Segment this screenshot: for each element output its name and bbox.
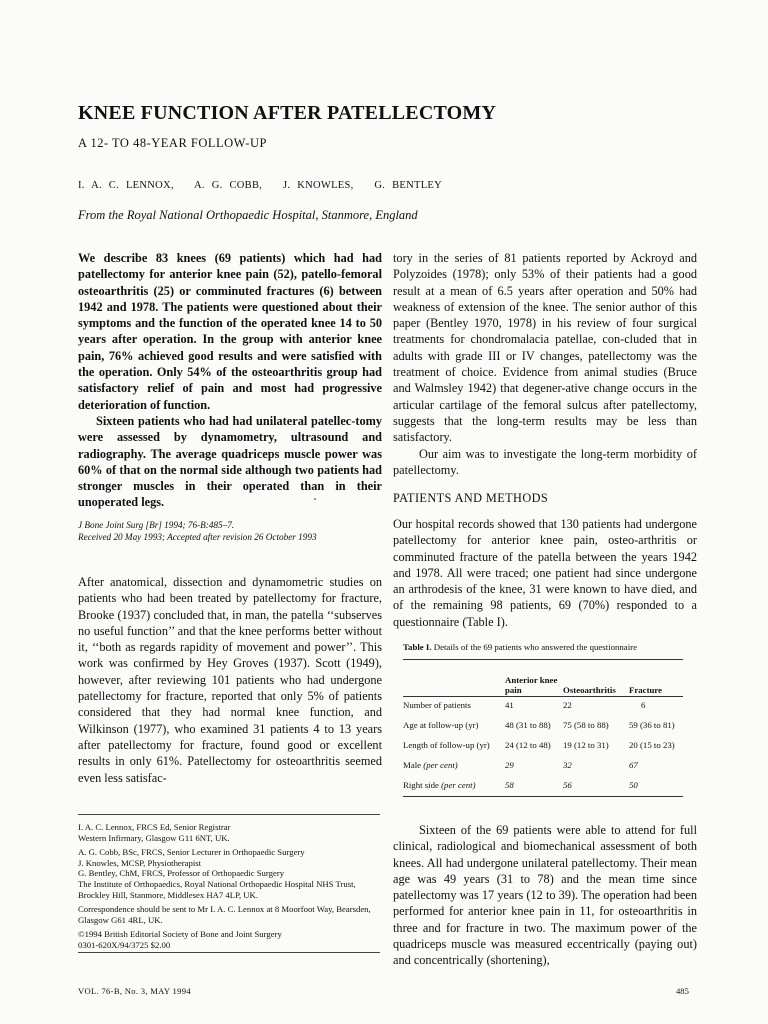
table-row-label: Male (per cent) [403, 760, 458, 770]
footnote-stanmore: A. G. Cobb, BSc, FRCS, Senior Lecturer in Orthopaedic Surgery J. Knowles, MCSP, Physiotherapist G. Bentley, ChM, FRCS, Professor of Orthopaedic Surgery The Institute of Orthopaedics, Royal National Orthopaedic Hospital NHS Trust, Brockley Hill, Stanmore, Middlesex HA7 4LP, UK. [78, 847, 356, 900]
table-cell: 41 [505, 700, 514, 710]
table-row-label: Number of patients [403, 700, 471, 710]
table-row [403, 775, 689, 795]
affiliation: From the Royal National Orthopaedic Hospital, Stanmore, England [78, 208, 418, 222]
table-rule-top [403, 659, 683, 660]
aim-paragraph: Our aim was to investigate the long-term morbidity of patellectomy. [393, 446, 697, 477]
table-rule-mid [403, 696, 683, 697]
table-row [403, 755, 689, 775]
abstract-column [78, 250, 382, 543]
details-table [403, 663, 689, 795]
received-dates: Received 20 May 1993; Accepted after revision 26 October 1993 [78, 531, 317, 542]
footnote-lennox: I. A. C. Lennox, FRCS Ed, Senior Registrar Western Infirmary, Glasgow G11 6NT, UK. [78, 822, 231, 843]
table-header-empty [403, 663, 505, 695]
journal-citation: J Bone Joint Surg [Br] 1994; 76-B:485–7. [78, 519, 235, 530]
methods-column [393, 516, 697, 630]
table-cell: 48 (31 to 88) [505, 720, 551, 730]
intro-right-column [393, 250, 697, 478]
journal-issue: VOL. 76-B, No. 3, MAY 1994 [78, 986, 191, 996]
table-cell: 75 (58 to 88) [563, 720, 609, 730]
article-subtitle: A 12- TO 48-YEAR FOLLOW-UP [78, 136, 267, 150]
section-heading: PATIENTS AND METHODS [393, 491, 549, 505]
footnote-correspondence: Correspondence should be sent to Mr I. A. C. Lennox at 8 Moorfoot Way, Bearsden, Glasgow G61 4RL, UK. [78, 904, 371, 925]
table-row [403, 695, 689, 715]
table-cell: 56 [563, 780, 572, 790]
table-caption [403, 642, 703, 652]
article-title: KNEE FUNCTION AFTER PATELLECTOMY [78, 102, 497, 124]
table-header-osteoarthritis: Osteoarthritis [563, 685, 616, 695]
page-number: 485 [676, 986, 689, 996]
table-rule-bottom [403, 796, 683, 797]
table-cell: 58 [505, 780, 514, 790]
table-row-label: Right side (per cent) [403, 780, 476, 790]
table-header-fracture: Fracture [629, 685, 663, 695]
table-cell: 50 [629, 780, 638, 790]
table-label: Table I. [403, 642, 432, 652]
table-cell: 20 (15 to 23) [629, 740, 675, 750]
table-caption-text: Details of the 69 patients who answered the questionnaire [433, 642, 637, 652]
table-cell: 67 [629, 760, 638, 770]
table-header-anterior: Anterior knee pain [505, 675, 558, 695]
intro-continuation: tory in the series of 81 patients reported by Ackroyd and Polyzoides (1978); only 53% of their patients had a good result at a mean of 6.5 years after operation and 50% had weakness of extension of the knee. The senior author of this paper (Bentley 1970, 1978) in his review of four surgical treatments for chondromalacia patellae, con-cluded that in adults with grade III or IV changes, patellectomy was the treatment of choice. Evidence from animal studies (Bruce and Walmsley 1942) that degener-ative change occurs in the articular cartilage of the femoral sulcus after patellectomy, suggests that the long-term results may be less than satisfactory. [393, 251, 697, 445]
table-row-label: Length of follow-up (yr) [403, 740, 490, 750]
footnote-rule [78, 814, 380, 815]
intro-left-column [78, 574, 382, 786]
table-cell: 29 [505, 760, 514, 770]
methods-paragraph-2: Sixteen of the 69 patients were able to attend for full clinical, radiological and biomechanical assessment of both knees. All had undergone unilateral patellectomy. Their mean age was 49 years (31 to 78) and the mean time since patellectomy was 17 years (12 to 39). The operation had been performed for anterior knee pain in 11, for osteoarthritis in three and for fracture in two. The maximum power of the quadriceps muscle was measured eccentrically (paying out) and concentrically (shortening), [393, 823, 697, 968]
table-cell: 59 (36 to 81) [629, 720, 675, 730]
author-footnotes [78, 822, 382, 955]
citation-block [78, 519, 382, 543]
methods-paragraph-1: Our hospital records showed that 130 patients had undergone patellectomy for anterior knee pain, osteo-arthritis or comminuted fracture of the patella between the years 1942 and 1978. All were traced; one patient had since undergone an arthrodesis of the knee, 31 were known to have died, and of the remaining 98 patients, 69 (70%) responded to a questionnaire (Table I). [393, 517, 697, 629]
table-cell: 32 [563, 760, 572, 770]
abstract [78, 250, 382, 511]
table-cell: 22 [563, 700, 572, 710]
table-row [403, 715, 689, 735]
abstract-paragraph-1: We describe 83 knees (69 patients) which had had patellectomy for anterior knee pain (52), patello-femoral osteoarthritis (25) or comminuted fractures (6) between 1942 and 1978. The patients were questioned about their symptoms and the function of the operated knee 14 to 50 years after operation. In the group with anterior knee pain, 76% achieved good results and were satisfied with the operation. Only 54% of the osteoarthritis group had satisfactory relief of pain and most had progressive deterioration of function. [78, 251, 382, 412]
intro-paragraph: After anatomical, dissection and dynamometric studies on patients who had been treated by patellectomy for fracture, Brooke (1937) concluded that, in man, the patella ‘‘subserves no useful function’’ and that the knee performs better without it, ‘‘both as regards rapidity of movement and power’’. This work was confirmed by Hey Groves (1937). Scott (1949), however, after reviewing 101 patients who had undergone patellectomy for fracture, reported that only 5% of patients considered that they had normal knee function, and Wilkinson (1977), who examined 31 patients 4 to 13 years after patellectomy for fracture, found good or excellent results in only 61%. Patellectomy for osteoarthritis seemed even less satisfac- [78, 575, 382, 785]
table-header-row [403, 663, 689, 695]
table-row [403, 735, 689, 755]
footnote-bottom-rule [78, 952, 380, 953]
author-list: I. A. C. LENNOX, A. G. COBB, J. KNOWLES, G. BENTLEY [78, 180, 443, 191]
table-cell: 6 [641, 700, 646, 710]
footnote-copyright: ©1994 British Editorial Society of Bone and Joint Surgery 0301-620X/94/3725 $2.00 [78, 929, 282, 950]
table-cell: 19 (12 to 31) [563, 740, 609, 750]
table-cell: 24 (12 to 48) [505, 740, 551, 750]
stray-mark [314, 498, 316, 500]
abstract-paragraph-2: Sixteen patients who had had unilateral patellec-tomy were assessed by dynamometry, ultrasound and radiography. The average quadriceps muscle power was 60% of that on the normal side although two patients had stronger muscles in their operated than in their unoperated legs. [78, 413, 382, 510]
table-row-label: Age at follow-up (yr) [403, 720, 479, 730]
methods-column-continued [393, 822, 697, 969]
